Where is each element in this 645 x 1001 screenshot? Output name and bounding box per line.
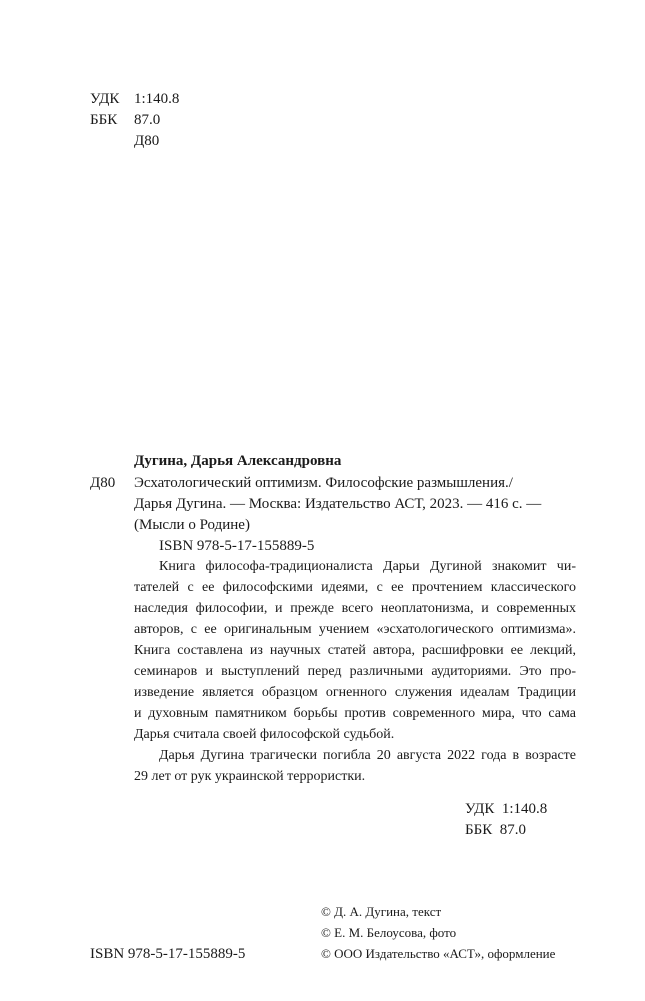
bottom-bbk: ББК 87.0 [465,822,526,838]
annotation-line: и духовным памятником борьбы против современного мира, что сама [134,706,576,721]
bbk-label: ББК [90,112,118,128]
memorial-line: 29 лет от рук украинской террористки. [134,769,366,784]
author-mark: Д80 [134,133,160,149]
copyright-line: © Е. М. Белоусова, фото [321,925,457,940]
annotation-line: семинаров и выступлений перед различными аудиториями. Это про- [134,664,576,679]
author-heading: Дугина, Дарья Александровна [134,453,342,469]
copyright-line: © ООО Издательство «АСТ», оформление [321,946,556,961]
annotation-line: тателей с ее философскими идеями, с ее прочтением классического [134,580,576,595]
bbk-value: 87.0 [134,112,161,128]
bottom-udk: УДК 1:140.8 [465,801,548,817]
annotation-line: Книга философа-традиционалиста Дарьи Дугиной знакомит чи- [159,559,576,574]
annotation-line: изведение является образцом огненного служения идеалам Традиции [134,685,576,700]
udk-label: УДК [90,91,120,107]
annotation-line: наследия философии, и прежде всего неоплатонизма, и современных [134,601,576,616]
udk-value: 1:140.8 [134,91,180,107]
annotation-line: Книга составлена из научных статей автора, расшифровки ее лекций, [134,643,576,658]
bib-line-3: (Мысли о Родине) [134,517,250,533]
bib-line-2: Дарья Дугина. — Москва: Издательство АСТ, 2023. — 416 с. — [134,496,542,512]
annotation-line: авторов, с ее оригинальным учением «эсхатологического оптимизма». [134,622,576,637]
side-author-mark: Д80 [90,475,116,491]
copyright-line: © Д. А. Дугина, текст [321,904,442,919]
entry-isbn: ISBN 978-5-17-155889-5 [159,538,315,554]
footer-isbn: ISBN 978-5-17-155889-5 [90,946,246,962]
memorial-line: Дарья Дугина трагически погибла 20 августа 2022 года в возрасте [159,748,576,763]
bib-line-1: Эсхатологический оптимизм. Философские размышления./ [134,475,513,491]
annotation-line: Дарья считала своей философской судьбой. [134,727,395,742]
